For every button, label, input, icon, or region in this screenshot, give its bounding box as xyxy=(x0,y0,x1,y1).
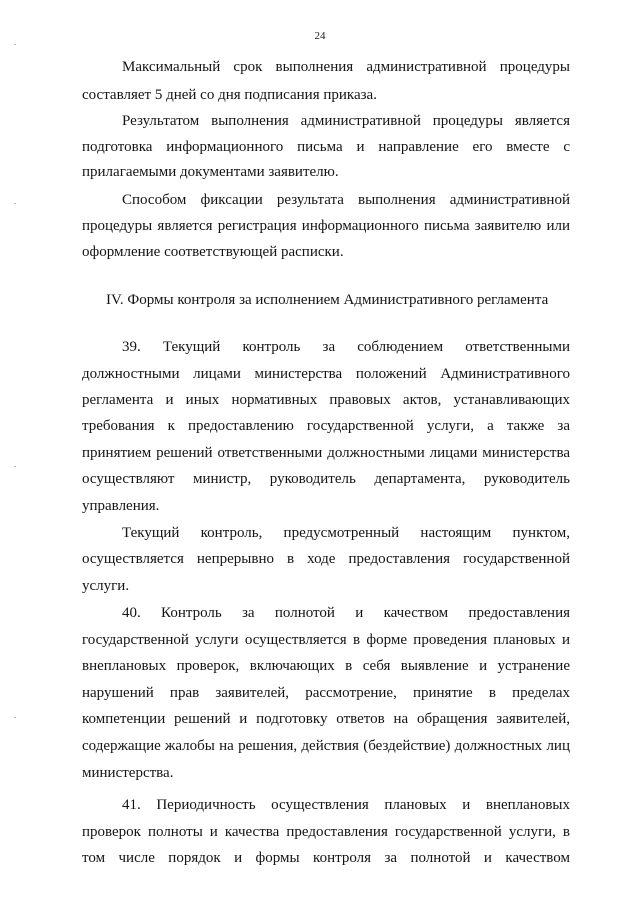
text-line: 40. Контроль за полнотой и качеством предоставления xyxy=(122,605,570,621)
text-line: проверок полноты и качества предоставления государственной услуги, в xyxy=(82,824,570,840)
text-line: осуществляется непрерывно в ходе предоставления государственной xyxy=(82,551,570,567)
page-number: 24 xyxy=(314,30,326,42)
scan-mark xyxy=(14,203,16,204)
text-line: 39. Текущий контроль за соблюдением ответственными xyxy=(122,339,570,355)
scan-mark xyxy=(14,717,16,718)
text-line: компетенции решений и подготовку ответов на обращения заявителей, xyxy=(82,711,570,727)
text-line: процедуры является регистрация информационного письма заявителю или xyxy=(82,218,570,234)
text-line: услуги. xyxy=(82,578,130,594)
text-line: оформление соответствующей расписки. xyxy=(82,244,344,260)
scan-mark xyxy=(14,466,16,467)
text-line: принятием решений ответственными должностными лицами министерства xyxy=(82,445,570,461)
text-line: нарушений прав заявителей, рассмотрение, принятие в пределах xyxy=(82,685,570,701)
text-line: том числе порядок и формы контроля за полнотой и качеством xyxy=(82,850,570,866)
text-line: регламента и иных нормативных правовых актов, устанавливающих xyxy=(82,392,570,408)
text-line: внеплановых проверок, включающих в себя выявление и устранение xyxy=(82,658,570,674)
text-line: Максимальный срок выполнения административной процедуры xyxy=(122,59,570,75)
text-line: осуществляют министр, руководитель департамента, руководитель xyxy=(82,471,570,487)
text-line: Способом фиксации результата выполнения административной xyxy=(122,192,570,208)
section-heading: IV. Формы контроля за исполнением Административного регламента xyxy=(106,292,549,308)
text-line: требования к предоставлению государственной услуги, а также за xyxy=(82,418,570,434)
text-line: должностными лицами министерства положений Административного xyxy=(82,366,570,382)
text-line: министерства. xyxy=(82,765,174,781)
text-line: государственной услуги осуществляется в форме проведения плановых и xyxy=(82,632,570,648)
text-line: управления. xyxy=(82,498,160,514)
text-line: составляет 5 дней со дня подписания приказа. xyxy=(82,87,377,103)
text-line: подготовка информационного письма и направление его вместе с xyxy=(82,139,570,155)
scan-mark xyxy=(14,44,16,45)
text-line: прилагаемыми документами заявителю. xyxy=(82,164,339,180)
text-line: Текущий контроль, предусмотренный настоящим пунктом, xyxy=(122,525,570,541)
text-line: 41. Периодичность осуществления плановых и внеплановых xyxy=(122,797,570,813)
text-line: содержащие жалобы на решения, действия (бездействие) должностных лиц xyxy=(82,738,570,754)
text-line: Результатом выполнения административной процедуры является xyxy=(122,113,570,129)
